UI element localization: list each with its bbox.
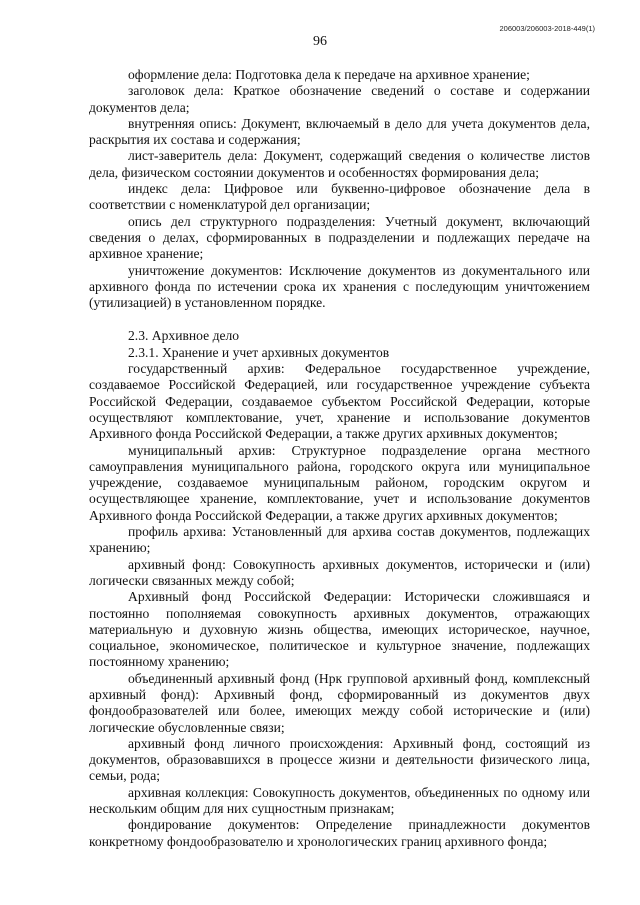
term-definition: объединенный архивный фонд (Нрк групповой архивный фонд, комплексный архивный фонд): Архивный фонд, сформированный из документов двух фондообразователей или более, имеющих между собой исторические и (или) логические обусловленные связи; — [89, 670, 590, 735]
term-definition: муниципальный архив: Структурное подразделение органа местного самоуправления муниципального района, городского округа или муниципальное учреждение, создаваемое муниципальным районом, городским округом и осуществляющее хранение, комплектование, учет и использование документов Архивного фонда Российской Федерации, а также других архивных документов; — [89, 442, 590, 523]
term-definition: индекс дела: Цифровое или буквенно-цифровое обозначение дела в соответствии с номенклатурой дел организации; — [89, 181, 590, 213]
section-heading: 2.3. Архивное дело — [128, 328, 240, 344]
term-definition: архивный фонд личного происхождения: Архивный фонд, состоящий из документов, образовавшихся в процессе жизни и деятельности физического лица, семьи, рода; — [89, 735, 590, 784]
subsection-heading: 2.3.1. Хранение и учет архивных документов — [128, 344, 390, 360]
term-definition: Архивный фонд Российской Федерации: Исторически сложившаяся и постоянно пополняемая совокупность архивных документов, отражающих материальную и духовную жизнь общества, имеющих историческое, научное, социальное, экономическое, политическое и культурное значение, подлежащих постоянному хранению; — [89, 589, 590, 670]
term-definition: оформление дела: Подготовка дела к передаче на архивное хранение; — [128, 67, 530, 82]
section-spacer — [89, 311, 590, 328]
term-definition: заголовок дела: Краткое обозначение сведений о составе и содержании документов дела; — [89, 83, 590, 115]
term-definition: опись дел структурного подразделения: Учетный документ, включающий сведения о делах, сформированных в подразделении и подлежащих передаче на архивное хранение; — [89, 213, 590, 262]
term-definition: лист-заверитель дела: Документ, содержащий сведения о количестве листов дела, физическом состоянии документов и особенностях формирования дела; — [89, 148, 590, 180]
document-body — [89, 67, 590, 850]
term-definition: архивная коллекция: Совокупность документов, объединенных по одному или нескольким общим для них сущностным признакам; — [89, 784, 590, 817]
term-definition: фондирование документов: Определение принадлежности документов конкретному фондообразователю и хронологических границ архивного фонда; — [89, 817, 590, 849]
term-definition: архивный фонд: Совокупность архивных документов, исторически и (или) логически связанных между собой; — [89, 556, 590, 588]
term-definition: внутренняя опись: Документ, включаемый в дело для учета документов дела, раскрытия их состава и содержания; — [89, 115, 590, 148]
document-id: 206003/206003-2018-449(1) — [499, 24, 595, 33]
page-number: 96 — [313, 34, 327, 49]
term-definition: государственный архив: Федеральное государственное учреждение, создаваемое Российской Федерацией, или государственное учреждение субъекта Российской Федерации, создаваемое субъектом Российской Федерации, которые осуществляют комплектование, учет, хранение и использование документов Архивного фонда Российской Федерации, а также других архивных документов; — [89, 361, 590, 442]
term-definition: уничтожение документов: Исключение документов из документального или архивного фонда по истечении срока их хранения с последующим уничтожением (утилизацией) в установленном порядке. — [89, 262, 590, 311]
term-definition: профиль архива: Установленный для архива состав документов, подлежащих хранению; — [89, 524, 590, 556]
